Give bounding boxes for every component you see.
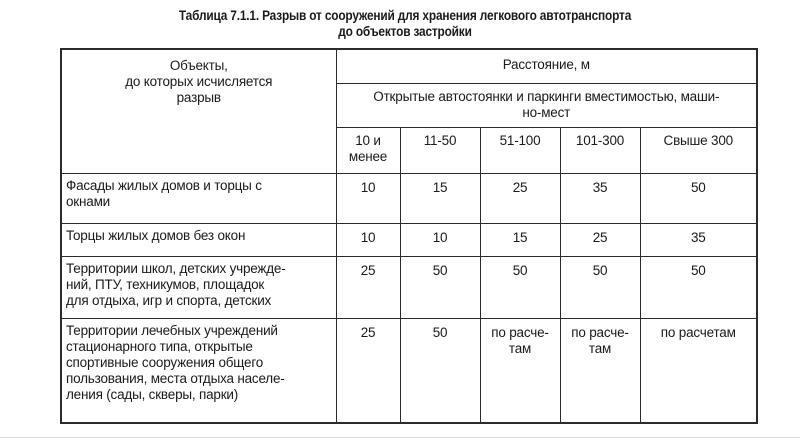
- value-text: 25: [360, 262, 376, 278]
- header-objects-line: Объекты,: [169, 58, 228, 73]
- object-line: Территории лечебных учреждений: [66, 322, 278, 338]
- capacity-col-2: [400, 127, 480, 173]
- header-objects-line: до которых исчисляется: [125, 74, 273, 89]
- object-cell: [61, 224, 336, 256]
- capacity-col-1-line: менее: [348, 148, 388, 164]
- value-text: по расче-: [571, 324, 629, 340]
- value-cell: [400, 224, 480, 256]
- value-cell: [560, 318, 640, 423]
- value-cell: [480, 224, 560, 256]
- value-text: 10: [432, 230, 448, 246]
- value-text: по расче-: [491, 324, 549, 340]
- value-text: 25: [512, 180, 528, 196]
- value-text: 15: [512, 230, 528, 246]
- value-cell: [336, 174, 400, 224]
- header-capacity-line: но-мест: [522, 104, 571, 120]
- value-text: 50: [690, 180, 706, 196]
- value-cell: [336, 256, 400, 318]
- table-title: [101, 8, 708, 40]
- object-line: ний, ПТУ, техникумов, площадок: [66, 276, 265, 292]
- value-text: 15: [432, 180, 448, 196]
- object-line: для отдыха, игр и спорта, детских: [66, 292, 272, 308]
- value-text: там: [508, 340, 532, 356]
- value-text: 10: [360, 230, 376, 246]
- header-capacity-cell: [336, 83, 757, 127]
- value-cell: [480, 256, 560, 318]
- value-text: 35: [592, 180, 608, 196]
- object-cell: [61, 318, 336, 423]
- object-line: Территории школ, детских учрежде-: [66, 260, 286, 276]
- object-line: Торцы жилых домов без окон: [66, 228, 246, 244]
- object-line: Фасады жилых домов и торцы с: [66, 178, 262, 194]
- capacity-col-4: [560, 127, 640, 173]
- value-cell: [560, 224, 640, 256]
- value-text: там: [588, 340, 612, 356]
- header-objects-line: разрыв: [176, 90, 221, 105]
- value-cell: [400, 256, 480, 318]
- object-line: спортивные сооружения общего: [66, 354, 264, 370]
- object-line: стационарного типа, открытые: [66, 338, 253, 354]
- table-title-line-1: Таблица 7.1.1. Разрыв от сооружений для хранения легкового автотранспорта: [178, 8, 632, 23]
- value-text: 50: [592, 262, 608, 278]
- value-cell: [400, 174, 480, 224]
- value-cell: [560, 174, 640, 224]
- capacity-col-2-line: 11-50: [423, 132, 457, 148]
- table-row: [61, 318, 757, 423]
- header-row-1: [61, 49, 757, 83]
- object-line: окнами: [66, 194, 110, 210]
- table-row: [61, 256, 757, 318]
- value-cell: [640, 174, 757, 224]
- capacity-col-5-line: Свыше 300: [663, 132, 733, 148]
- value-text: 50: [512, 262, 528, 278]
- value-text: по расчетам: [660, 324, 736, 340]
- header-objects-cell: [61, 49, 336, 174]
- value-text: 50: [432, 324, 448, 340]
- header-distance-label: Расстояние, м: [502, 57, 590, 72]
- capacity-col-1: [336, 127, 400, 173]
- value-text: 35: [690, 230, 706, 246]
- object-line: пользования, места отдыха населе-: [66, 370, 285, 386]
- value-cell: [640, 256, 757, 318]
- value-cell: [480, 318, 560, 423]
- capacity-col-4-line: 101-300: [575, 132, 625, 148]
- value-text: 50: [432, 262, 448, 278]
- header-capacity-line: Открытые автостоянки и паркинги вместимостью, маши-: [373, 88, 720, 104]
- value-text: 25: [360, 324, 376, 340]
- page-divider: [0, 437, 800, 438]
- capacity-col-3: [480, 127, 560, 173]
- object-cell: [61, 174, 336, 224]
- value-cell: [640, 224, 757, 256]
- value-cell: [640, 318, 757, 423]
- value-cell: [400, 318, 480, 423]
- value-cell: [480, 174, 560, 224]
- value-cell: [336, 224, 400, 256]
- table-row: [61, 224, 757, 256]
- capacity-col-5: [640, 127, 757, 173]
- value-text: 50: [690, 262, 706, 278]
- value-text: 10: [360, 180, 376, 196]
- value-text: 25: [592, 230, 608, 246]
- value-cell: [560, 256, 640, 318]
- table-title-line-2: до объектов застройки: [338, 24, 472, 39]
- object-line: ления (сады, скверы, парки): [66, 386, 239, 402]
- capacity-col-1-line: 10 и: [355, 132, 381, 148]
- table-row: [61, 174, 757, 224]
- capacity-col-3-line: 51-100: [499, 132, 541, 148]
- object-cell: [61, 256, 336, 318]
- distance-table: [60, 48, 758, 424]
- value-cell: [336, 318, 400, 423]
- header-distance-cell: [336, 49, 757, 83]
